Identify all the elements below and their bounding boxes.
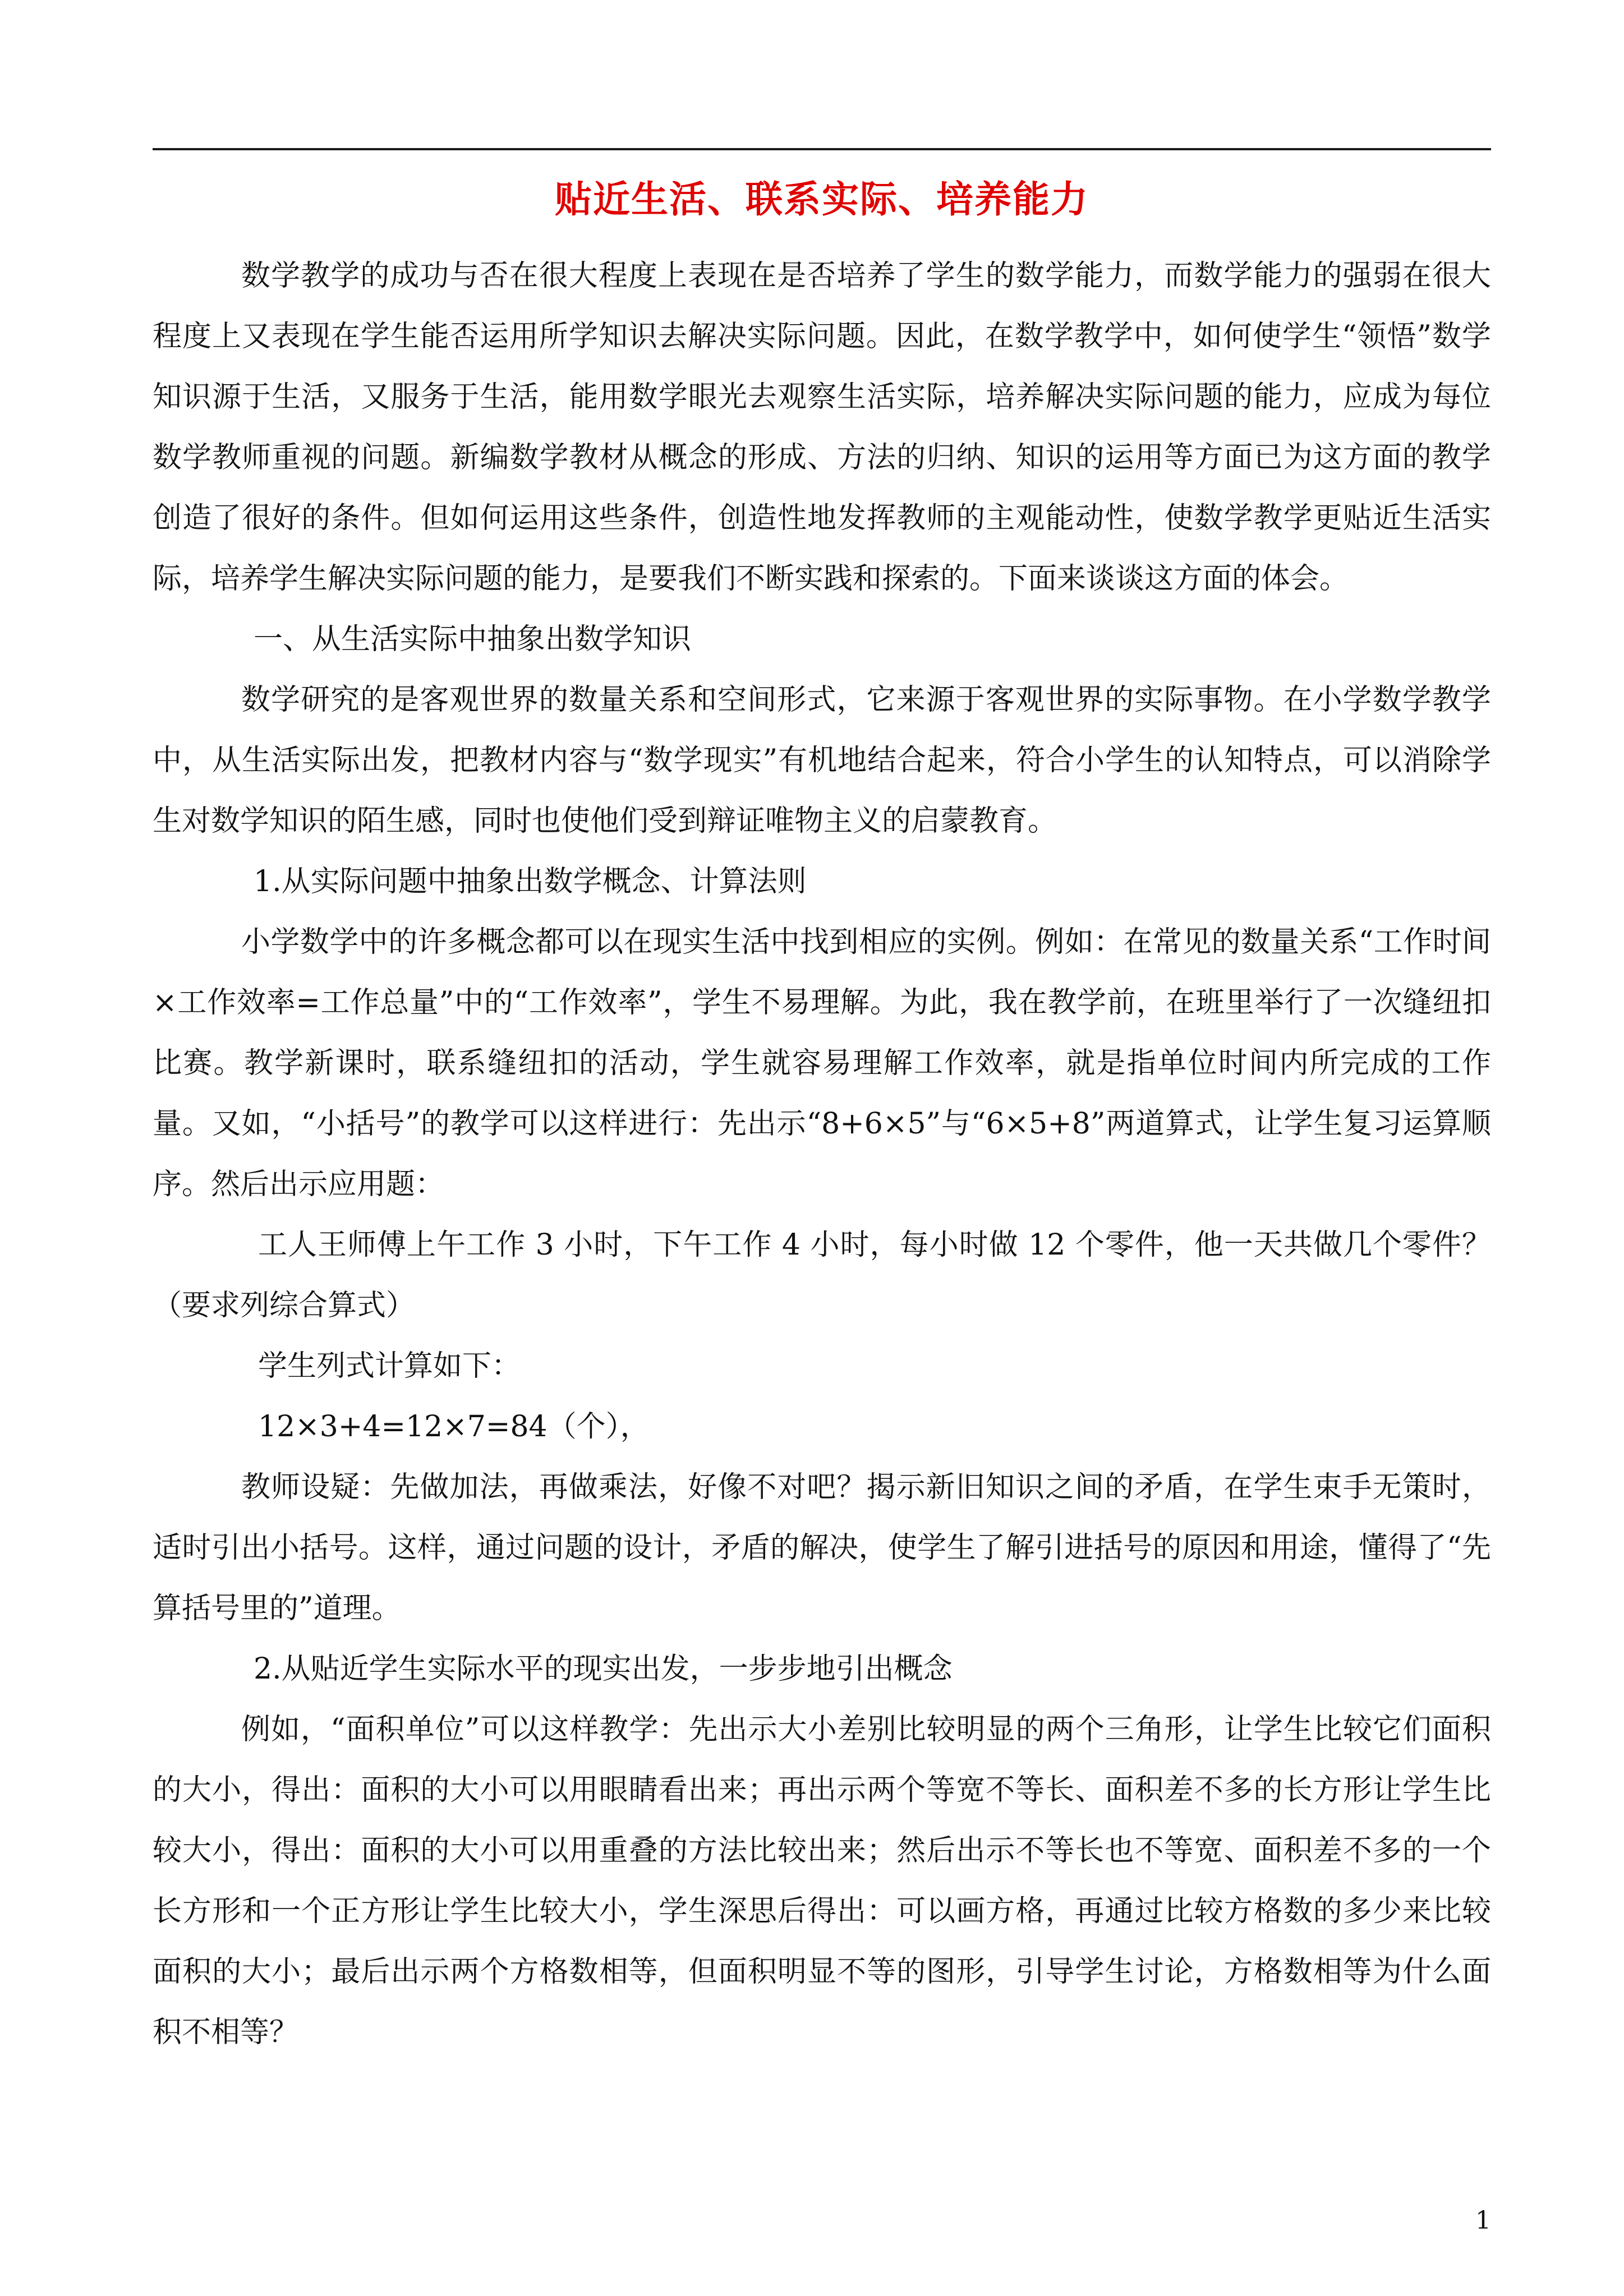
equation-line: 12×3+4=12×7=84（个）， — [258, 1410, 650, 1444]
paragraph-area-units: 例如，“面积单位”可以这样教学：先出示大小差别比较明显的两个三角形，让学生比较它们面积的大小，得出：面积的大小可以用眼睛看出来；再出示两个等宽不等长、面积差不多的长方形让学生比较大小，得出：面积的大小可以用重叠的方法比较出来；然后出示不等长也不等宽、面积差不多的一个长方形和一个正方形让学生比较大小，学生深思后得出：可以画方格，再通过比较方格数的多少来比较面积的大小；最后出示两个方格数相等，但面积明显不等的图形，引导学生讨论，方格数相等为什么面积不相等？ — [153, 1713, 1491, 2049]
paragraph-intro: 数学教学的成功与否在很大程度上表现在是否培养了学生的数学能力，而数学能力的强弱在很大程度上又表现在学生能否运用所学知识去解决实际问题。因此，在数学教学中，如何使学生“领悟”数学知识源于生活，又服务于生活，能用数学眼光去观察生活实际，培养解决实际问题的能力，应成为每位数学教师重视的问题。新编数学教材从概念的形成、方法的归纳、知识的运用等方面已为这方面的教学创造了很好的条件。但如何运用这些条件，创造性地发挥教师的主观能动性，使数学教学更贴近生活实际，培养学生解决实际问题的能力，是要我们不断实践和探索的。下面来谈谈这方面的体会。 — [153, 259, 1491, 596]
paragraph-student-calc: 学生列式计算如下： — [258, 1349, 521, 1383]
paragraph-section-1: 数学研究的是客观世界的数量关系和空间形式，它来源于客观世界的实际事物。在小学数学教学中，从生活实际出发，把教材内容与“数学现实”有机地结合起来，符合小学生的认知特点，可以消除学生对数学知识的陌生感，同时也使他们受到辩证唯物主义的启蒙教育。 — [153, 683, 1491, 838]
header-rule — [153, 148, 1491, 150]
subsection-heading-2: 2.从贴近学生实际水平的现实出发，一步步地引出概念 — [254, 1652, 953, 1686]
word-problem: 工人王师傅上午工作 3 小时，下午工作 4 小时，每小时做 12 个零件，他一天共做几个零件？（要求列综合算式） — [153, 1228, 1491, 1322]
page-number: 1 — [1475, 2206, 1491, 2235]
page-title: 贴近生活、联系实际、培养能力 — [555, 177, 1089, 221]
paragraph-concepts: 小学数学中的许多概念都可以在现实生活中找到相应的实例。例如：在常见的数量关系“工作时间×工作效率=工作总量”中的“工作效率”，学生不易理解。为此，我在教学前，在班里举行了一次缝纽扣比赛。教学新课时，联系缝纽扣的活动，学生就容易理解工作效率，就是指单位时间内所完成的工作量。又如，“小括号”的教学可以这样进行：先出示“8+6×5”与“6×5+8”两道算式，让学生复习运算顺序。然后出示应用题： — [153, 925, 1491, 1201]
paragraph-teacher-question: 教师设疑：先做加法，再做乘法，好像不对吧？揭示新旧知识之间的矛盾，在学生束手无策时，适时引出小括号。这样，通过问题的设计，矛盾的解决，使学生了解引进括号的原因和用途，懂得了“先算括号里的”道理。 — [153, 1470, 1491, 1625]
subsection-heading-1: 1.从实际问题中抽象出数学概念、计算法则 — [254, 865, 807, 898]
document-body — [153, 246, 1491, 2063]
section-heading-1: 一、从生活实际中抽象出数学知识 — [254, 623, 692, 656]
